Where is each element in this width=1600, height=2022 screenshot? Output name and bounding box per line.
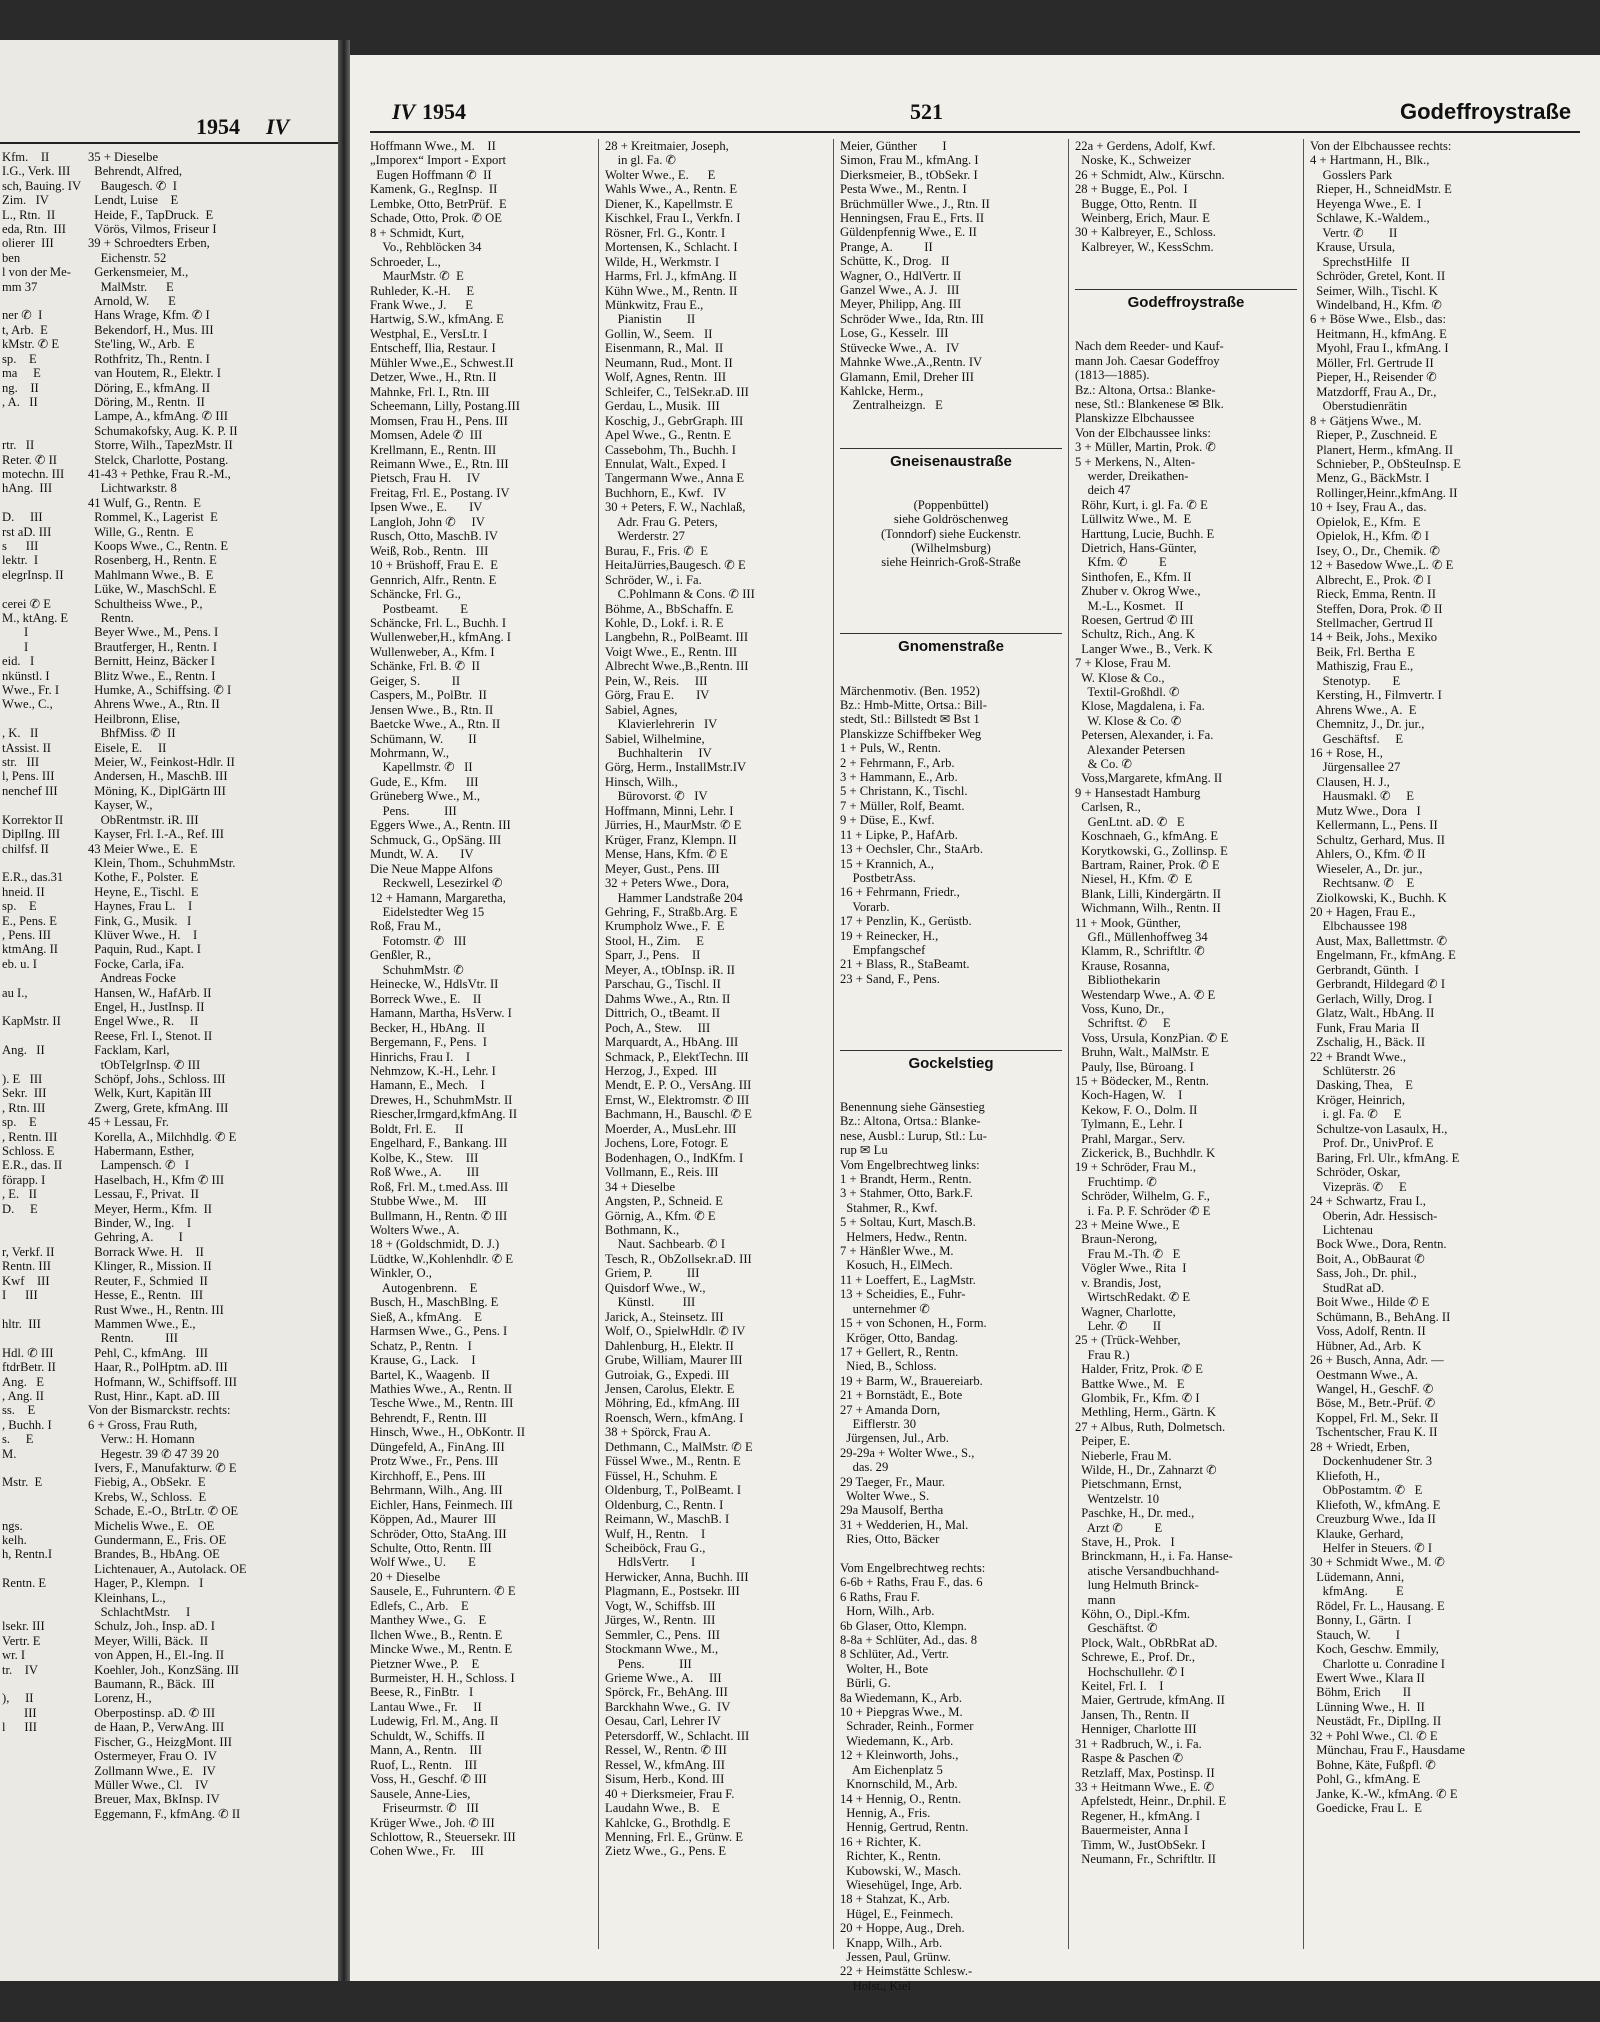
column-4-top: 22a + Gerdens, Adolf, Kwf. Noske, K., Schweizer 26 + Schmidt, Alw., Kürschn. 28 + Bugge, E., Pol. I Bugge, Otto, Rentn. II Weinberg, Erich, Maur. E 30 + Kalbreyer, E., Schloss. Kalbreyer, W., KessSchm. (1075, 139, 1225, 254)
column-2: 28 + Kreitmaier, Joseph, in gl. Fa. ✆ Wolter Wwe., E. E Wahls Wwe., A., Rentn. E Diener, K., Kapellmstr. E Kischkel, Frau I., Verkfn. I Rösner, Frl. G., Kontr. I Mortensen, K., Schlacht. I Wilde, H., Werkmstr. I Harms, Frl. J., kfmAng. II Kühn Wwe., M., Rentn. II Münkwitz, Frau E., Pianistin II Gollin, W., Seem. II Eisenmann, R., Mal. II Neumann, Rud., Mont. II Wolf, Agnes, Rentn. III Schleifer, C., TelSekr.aD. III Gerdau, L., Musik. III Koschig, J., GebrGraph. III Apel Wwe., G., Rentn. E Cassebohm, Th., Buchh. I Ennulat, Walt., Exped. I Tangermann Wwe., Anna E Buchhorn, E., Kwf. IV 30 + Peters, F. W., Nachlaß, Adr. Frau G. Peters, Werderstr. 27 Burau, F., Fris. ✆ E HeitaJürries,Baugesch. ✆ E Schröder, W., i. Fa. C.Pohlmann & Cons. ✆ III Böhme, A., BbSchaffn. E Kohle, D., Lokf. i. R. E Langbehn, R., PolBeamt. III Voigt Wwe., E., Rentn. III Albrecht Wwe.,B.,Rentn. III Pein, W., Reis. III Görg, Frau E. IV Sabiel, Agnes, Klavierlehrerin IV Sabiel, Wilhelmine, Buchhalterin IV Görg, Herm., InstallMstr.IV Hinsch, Wilh., Bürovorst. ✆ IV Hoffmann, Minni, Lehr. I Jürries, H., MaurMstr. ✆ E Krüger, Franz, Klempn. II Mense, Hans, Kfm. ✆ E Meyer, Gust., Pens. III 32 + Peters Wwe., Dora, Hammer Landstraße 204 Gehring, F., Straßb.Arg. E Krumpholz Wwe., F. E Stool, H., Zim. E Sparr, J., Pens. II Meyer, A., tObInsp. iR. II Parschau, G., Tischl. II Dahms Wwe., A., Rtn. II Dittrich, O., tBeamt. II Poch, A., Stew. III Marquardt, A., HbAng. III Schmack, P., ElektTechn. III Herzog, J., Exped. III Mendt, E. P. O., VersAng. III Ernst, W., Elektromstr. ✆ III Bachmann, H., Bauschl. ✆ E Moerder, A., MusLehr. III Jochens, Lore, Fotogr. E Bodenhagen, O., IndKfm. I Vollmann, E., Reis. III 34 + Dieselbe Angsten, P., Schneid. E Görnig, A., Kfm. ✆ E Bothmann, K., Naut. Sachbearb. ✆ I Tesch, R., ObZollsekr.aD. III Griem, P. III Quisdorf Wwe., W., Künstl. III Jarick, A., Steinsetz. III Wolf, O., SpielwHdlr. ✆ IV Dahlenburg, H., Elektr. II Grube, William, Maurer III Gutroiak, G., Expedi. III Jensen, Carolus, Elektr. E Möhring, Ed., kfmAng. III Roensch, Wern., kfmAng. I 38 + Spörck, Frau A. Dethmann, C., MalMstr. ✆ E Füssel Wwe., M., Rentn. E Füssel, H., Schuhm. E Oldenburg, T., PolBeamt. I Oldenburg, C., Rentn. I Reimann, W., MaschB. I Wulf, H., Rentn. I Scheiböck, Frau G., HdlsVertr. I Herwicker, Anna, Buchh. III Plagmann, E., Postsekr. III Vogt, W., Schiffsb. III Jürges, W., Rentn. III Semmler, C., Pens. III Stockmann Wwe., M., Pens. III Grieme Wwe., A. III Spörck, Fr., BehAng. III Barckhahn Wwe., G. IV Oesau, Carl, Lehrer IV Petersdorff, W., Schlacht. III Ressel, W., Rentn. ✆ III Ressel, W., kfmAng. III Sisum, Herb., Kond. III 40 + Dierksmeier, Frau F. Laudahn Wwe., B. E Kahlcke, G., Brothdlg. E Menning, Frl. E., Grünw. E Zietz Wwe., G., Pens. E (605, 139, 755, 1859)
left-page (0, 40, 338, 1981)
section-title-gnomenstrasse: Gnomenstraße (840, 633, 1062, 654)
section-title-gockelstieg: Gockelstieg (840, 1050, 1062, 1071)
section-body-gockelstieg: Benennung siehe Gänsestieg Bz.: Altona, Ortsa.: Blanke- nese, Ausbl.: Lurup, Stl.: Lu- rup ✉ Lu Vom Engelbrechtweg links: 1 + Brandt, Herm., Rentn. 3 + Stahmer, Otto, Bark.F. Stahmer, R., Kwf. 5 + Soltau, Kurt, Masch.B. Helmers, Hedw., Rentn. 7 + Hänßler Wwe., M. Kosuch, H., ElMech. 11 + Loeffert, E., LagMstr. 13 + Scheidies, E., Fuhr- unternehmer ✆ 15 + von Schonen, H., Form. Kröger, Otto, Bandag. 17 + Gellert, R., Rentn. Nied, B., Schloss. 19 + Barm, W., Brauereiarb. 21 + Bornstädt, E., Bote 27 + Amanda Dorn, Eifflerstr. 30 Jürgensen, Jul., Arb. 29-29a + Wolter Wwe., S., das. 29 29 Taeger, Fr., Maur. Wolter Wwe., S. 29a Mausolf, Bertha 31 + Wedderien, H., Mal. Ries, Otto, Bäcker Vom Engelbrechtweg rechts: 6-6b + Raths, Frau F., das. 6 6 Raths, Frau F. Horn, Wilh., Arb. 6b Glaser, Otto, Klempn. 8-8a + Schlüter, Ad., das. 8 8 Schlüter, Ad., Vertr. Wolter, H., Bote Bürli, G. 8a Wiedemann, K., Arb. 10 + Piepgras Wwe., M. Schrader, Reinh., Former Wiedemann, K., Arb. 12 + Kleinworth, Johs., Am Eichenplatz 5 Knornschild, M., Arb. 14 + Hennig, O., Rentn. Hennig, A., Fris. Hennig, Gertrud, Rentn. 16 + Richter, K. Richter, K., Rentn. Kubowski, W., Masch. Wiesehügel, Inge, Arb. 18 + Stahzat, K., Arb. Hügel, E., Feinmech. 20 + Hoppe, Aug., Dreh. Knapp, Wilh., Arb. Jessen, Paul, Grünw. 22 + Heimstätte Schlesw.- Holst., Kiel (840, 1100, 987, 1993)
left-header-part: IV (266, 114, 290, 139)
section-gockelstieg (840, 1021, 1062, 2022)
column-rule-2 (833, 139, 834, 1949)
section-body-godeffroystrasse: Nach dem Reeder- und Kauf- mann Joh. Caesar Godeffroy (1813—1885). Bz.: Altona, Ortsa.: Blanke- nese, Stl.: Blankenese ✉ Blk. Planskizze Elbchaussee Von der Elbchaussee links: 3 + Müller, Martin, Prok. ✆ 5 + Merkens, N., Alten- werder, Dreikathen- deich 47 Röhr, Kurt, i. gl. Fa. ✆ E Lüllwitz Wwe., M. E Harttung, Lucie, Buchh. E Dietrich, Hans-Günter, Kfm. ✆ E Sinthofen, E., Kfm. II Zhuber v. Okrog Wwe., M.-L., Kosmet. II Roesen, Gertrud ✆ III Schultz, Rich., Ang. K Langer Wwe., B., Verk. K 7 + Klose, Frau M. W. Klose & Co., Textil-Großhdl. ✆ Klose, Magdalena, i. Fa. W. Klose & Co. ✆ Petersen, Alexander, i. Fa. Alexander Petersen & Co. ✆ Voss,Margarete, kfmAng. II 9 + Hansestadt Hamburg Carlsen, R., GenLtnt. aD. ✆ E Koschnaeh, G., kfmAng. E Korytkowski, G., Zollinsp. E Bartram, Rainer, Prok. ✆ E Niesel, H., Kfm. ✆ E Blank, Lilli, Kindergärtn. II Wichmann, Wilh., Rentn. II 11 + Mook, Günther, Gfl., Müllenhoffweg 34 Klamm, R., Schriftltr. ✆ Krause, Rosanna, Bibliothekarin Westendarp Wwe., A. ✆ E Voss, Kuno, Dr., Schriftst. ✆ E Voss, Ursula, KonzPian. ✆ E Bruhn, Walt., MalMstr. E Pauly, Ilse, Büroang. I 15 + Bödecker, M., Rentn. Koch-Hagen, W. I Kekow, F. O., Dolm. II Tylmann, E., Lehr. I Prahl, Margar., Serv. Zickerick, B., Buchhdlr. K 19 + Schröder, Frau M., Fruchtimp. ✆ Schröder, Wilhelm, G. F., i. Fa. P. F. Schröder ✆ E 23 + Meine Wwe., E Braun-Nerong, Frau M.-Th. ✆ E Vögler Wwe., Rita I v. Brandis, Jost, WirtschRedakt. ✆ E Wagner, Charlotte, Lehr. ✆ II 25 + (Trück-Wehber, Frau R.) Halder, Fritz, Prok. ✆ E Battke Wwe., M. E Glombik, Fr., Kfm. ✆ I Methling, Herm., Gärtn. K 27 + Albus, Ruth, Dolmetsch. Peiper, E. Nieberle, Frau M. Wilde, H., Dr., Zahnarzt ✆ Pietschmann, Ernst, Wentzelstr. 10 Paschke, H., Dr. med., Arzt ✆ E Stave, H., Prok. I Brinckmann, H., i. Fa. Hanse- atische Versandbuchhand- lung Helmuth Brinck- mann Köhn, O., Dipl.-Kfm. Geschäftst. ✆ Plock, Walt., ObRbRat aD. Schrewe, E., Prof. Dr., Hochschullehr. ✆ I Keitel, Frl. I. I Maier, Gertrude, kfmAng. II Jansen, Th., Rentn. II Henniger, Charlotte III 31 + Radbruch, W., i. Fa. Raspe & Paschen ✆ Retzlaff, Max, Postinsp. II 33 + Heitmann Wwe., E. ✆ Apfelstedt, Heinr., Dr.phil. E Regener, H., kfmAng. I Bauermeister, Anna I Timm, W., JustObSekr. I Neumann, Fr., Schriftltr. II (1075, 339, 1233, 1866)
section-gneisenaustrasse (840, 419, 1062, 599)
section-body-gnomenstrasse: Märchenmotiv. (Ben. 1952) Bz.: Hmb-Mitte, Ortsa.: Bill- stedt, Stl.: Billstedt ✉ Bst 1 Planskizze Schiffbeker Weg 1 + Puls, W., Rentn. 2 + Fehrmann, F., Arb. 3 + Hammann, E., Arb. 5 + Christann, K., Tischl. 7 + Müller, Rolf, Beamt. 9 + Düse, E., Kwf. 11 + Lipke, P., HafArb. 13 + Oechsler, Chr., StaArb. 15 + Krannich, A., PostbetrAss. 16 + Fehrmann, Friedr., Vorarb. 17 + Penzlin, K., Gerüstb. 19 + Reinecker, H., Empfangschef 21 + Blass, R., StaBeamt. 23 + Sand, F., Pens. (840, 683, 987, 986)
column-rule-4 (1303, 139, 1304, 1949)
section-gnomenstrasse (840, 605, 1062, 1015)
section-godeffroystrasse (1075, 260, 1297, 1895)
column-rule-1 (598, 139, 599, 1949)
left-column-main: 35 + Dieselbe Behrendt, Alfred, Baugesch. ✆ I Lendt, Luise E Heide, F., TapDruck. E Vörös, Vilmos, Friseur I 39 + Schroedters Erben, Eichenstr. 52 Gerkensmeier, M., MalMstr. E Arnold, W. E Hans Wrage, Kfm. ✆ I Bekendorf, H., Mus. III Ste'ling, W., Arb. E Rothfritz, Th., Rentn. I van Houtem, R., Elektr. I Döring, E., kfmAng. II Döring, M., Rentn. II Lampe, A., kfmAng. ✆ III Schumakofsky, Aug. K. P. II Storre, Wilh., TapezMstr. II Stelck, Charlotte, Postang. 41-43 + Pethke, Frau R.-M., Lichtwarkstr. 8 41 Wulf, G., Rentn. E Rommel, K., Lagerist E Wille, G., Rentn. E Koops Wwe., C., Rentn. E Rosenberg, H., Rentn. E Mahlmann Wwe., B. E Lüke, W., MaschSchl. E Schultheiss Wwe., P., Rentn. Beyer Wwe., M., Pens. I Brautferger, H., Rentn. I Bernitt, Heinz, Bäcker I Blitz Wwe., E., Rentn. I Humke, A., Schiffsing. ✆ I Ahrens Wwe., A., Rtn. II Heilbronn, Elise, BhfMiss. ✆ II Eisele, E. II Meier, W., Feinkost-Hdlr. II Andersen, H., MaschB. III Möning, K., DiplGärtn III Kayser, W., ObRentmstr. iR. III Kayser, Frl. I.-A., Ref. III 43 Meier Wwe., E. E Klein, Thom., SchuhmMstr. Kothe, F., Polster. E Heyne, E., Tischl. E Haynes, Frau L. I Fink, G., Musik. I Klüver Wwe., H. I Paquin, Rud., Kapt. I Focke, Carla, iFa. Andreas Focke Hansen, W., HafArb. II Engel, H., JustInsp. II Engel Wwe., R. II Reese, Frl. I., Stenot. II Facklam, Karl, tObTelgrInsp. ✆ III Schöpf, Johs., Schloss. III Welk, Kurt, Kapitän III Zwerg, Grete, kfmAng. III 45 + Lessau, Fr. Korella, A., Milchhdlg. ✆ E Habermann, Esther, Lampensch. ✆ I Haselbach, H., Kfm ✆ III Lessau, F., Privat. II Meyer, Herm., Kfm. II Binder, W., Ing. I Gehring, A. I Borrack Wwe. H. II Klinger, R., Mission. II Reuter, F., Schmied II Hesse, E., Rentn. III Rust Wwe., H., Rentn. III Mammen Wwe., E., Rentn. III Pehl, C., kfmAng. III Haar, R., PolHptm. aD. III Hofmann, W., Schiffsoff. III Rust, Hinr., Kapt. aD. III Von der Bismarckstr. rechts: 6 + Gross, Frau Ruth, Verw.: H. Homann Hegestr. 39 ✆ 47 39 20 Ivers, F., Manufakturw. ✆ E Fiebig, A., ObSekr. E Krebs, W., Schloss. E Schade, E.-O., BtrLtr. ✆ OE Michelis Wwe., E. OE Gundermann, E., Fris. OE Brandes, B., HbAng. OE Lichtenauer, A., Autolack. OE Hager, P., Klempn. I Kleinhans, L., SchlachtMstr. I Schulz, Joh., Insp. aD. I Meyer, Willi, Bäck. II von Appen, H., El.-Ing. II Koehler, Joh., KonzSäng. III Baumann, R., Bäck. III Lorenz, H., Oberpostinsp. aD. ✆ III de Haan, P., VerwAng. III Fischer, G., HeizgMont. III Ostermeyer, Frau O. IV Zollmann Wwe., E. IV Müller Wwe., Cl. IV Breuer, Max, BkInsp. IV Eggemann, F., kfmAng. ✆ II (88, 150, 247, 1821)
column-5: Von der Elbchaussee rechts: 4 + Hartmann, H., Blk., Gosslers Park Rieper, H., SchneidMstr. E Heyenga Wwe., E. I Schlawe, K.-Waldem., Vertr. ✆ II Krause, Ursula, SprechstHilfe II Schröder, Gretel, Kont. II Seimer, Wilh., Tischl. K Windelband, H., Kfm. ✆ 6 + Böse Wwe., Elsb., das: Heitmann, H., kfmAng. E Myohl, Frau I., kfmAng. I Möller, Frl. Gertrude II Pieper, H., Reisender ✆ Matzdorff, Frau A., Dr., Oberstudienrätin 8 + Gätjens Wwe., M. Rieper, P., Zuschneid. E Planert, Herm., kfmAng. II Schnieber, P., ObSteuInsp. E Menz, G., BäckMstr. I Rollinger,Heinr.,kfmAng. II 10 + Isey, Frau A., das. Opielok, E., Kfm. E Opielok, H., Kfm. ✆ I Isey, O., Dr., Chemik. ✆ 12 + Basedow Wwe.,L. ✆ E Albrecht, E., Prok. ✆ I Rieck, Emma, Rentn. II Steffen, Dora, Prok. ✆ II Stellmacher, Gertrud II 14 + Beik, Johs., Mexiko Beik, Frl. Bertha E Mathiszig, Frau E., Stenotyp. E Kersting, H., Filmvertr. I Ahrens Wwe., A. E Chemnitz, J., Dr. jur., Geschäftsf. E 16 + Rose, H., Jürgensallee 27 Clausen, H. J., Hausmakl. ✆ E Mutz Wwe., Dora I Kellermann, L., Pens. II Schultz, Gerhard, Mus. II Ahlers, O., Kfm. ✆ II Wieseler, A., Dr. jur., Rechtsanw. ✆ E Ziolkowski, K., Buchh. K 20 + Hagen, Frau E., Elbchaussee 198 Aust, Max, Ballettmstr. ✆ Engelmann, Fr., kfmAng. E Gerbrandt, Günth. I Gerbrandt, Hildegard ✆ I Gerlach, Willy, Drog. I Glatz, Walt., HbAng. II Funk, Frau Maria II Zschalig, H., Bäck. II 22 + Brandt Wwe., Schlüterstr. 26 Dasking, Thea, E Kröger, Heinrich, i. gl. Fa. ✆ E Schultze-von Lasaulx, H., Prof. Dr., UnivProf. E Baring, Frl. Ulr., kfmAng. E Schröder, Oskar, Vizepräs. ✆ E 24 + Schwartz, Frau I., Oberin, Adr. Hessisch- Lichtenau Bock Wwe., Dora, Rentn. Boit, A., ObBaurat ✆ Sass, Joh., Dr. phil., StudRat aD. Boit Wwe., Hilde ✆ E Schümann, B., BehAng. II Voss, Adolf, Rentn. II Hübner, Ad., Arb. K 26 + Busch, Anna, Adr. — Oestmann Wwe., A. Wangel, H., GeschF. ✆ Böse, M., Betr.-Prüf. ✆ Koppel, Frl. M., Sekr. II Tschentscher, Frau K. II 28 + Wriedt, Erben, Dockenhudener Str. 3 Kliefoth, H., ObPostamtm. ✆ E Kliefoth, W., kfmAng. E Creuzburg Wwe., Ida II Klauke, Gerhard, Helfer in Steuers. ✆ I 30 + Schmidt Wwe., M. ✆ Lüdemann, Anni, kfmAng. E Rödel, Fr. L., Hausang. E Bonny, I., Gärtn. I Stauch, W. I Koch, Geschw. Emmily, Charlotte u. Conradine I Ewert Wwe., Klara II Böhm, Erich II Lünning Wwe., H. II Neustädt, Fr., DiplIng. II 32 + Pohl Wwe., Cl. ✆ E Münchau, Frau F., Hausdame Bohne, Käte, Fußpfl. ✆ Pohl, G., kfmAng. E Janke, K.-W., kfmAng. ✆ E Goedicke, Frau L. E (1310, 139, 1465, 1816)
right-header-part: IV (392, 99, 416, 124)
column-rule-3 (1068, 139, 1069, 1949)
left-column-fragment: Kfm. II I.G., Verk. III sch, Bauing. IV Zim. IV L., Rtn. II eda, Rtn. III olierer III ben l von der Me- mm 37 ner ✆ I t, Arb. E kMstr. ✆ E sp. E ma E ng. II , A. II rtr. II Reter. ✆ II motechn. III hAng. III D. III rst aD. III s III lektr. I elegrInsp. II cerei ✆ E M., ktAng. E I I eid. I nkünstl. I Wwe., Fr. I Wwe., C., , K. II tAssist. II str. III l, Pens. III nenchef III Korrektor II DiplIng. III chilfsf. II E.R., das.31 hneid. II sp. E E., Pens. E , Pens. III ktmAng. II eb. u. I au I., KapMstr. II Ang. II ). E III Sekr. III , Rtn. III sp. E , Rentn. III Schloss. E E.R., das. II förapp. I , E. II D. E r, Verkf. II Rentn. III Kwf III I III hltr. III Hdl. ✆ III ftdrBetr. II Ang. E , Ang. II ss. E , Buchh. I s. E M. Mstr. E ngs. kelh. h, Rentn.I Rentn. E lsekr. III Vertr. E wr. I tr. IV ), II III l III (2, 150, 82, 1735)
right-page (350, 55, 1600, 1993)
section-title-gneisenaustrasse: Gneisenaustraße (840, 448, 1062, 469)
section-title-godeffroystrasse: Godeffroystraße (1075, 289, 1297, 310)
left-header-year: 1954 (196, 114, 240, 139)
column-3 (840, 139, 1062, 1993)
book-gutter (338, 40, 350, 1981)
page-number: 521 (910, 99, 943, 124)
column-3-top: Meier, Günther I Simon, Frau M., kfmAng. I Dierksmeier, B., tObSekr. I Pesta Wwe., M., Rentn. I Brüchmüller Wwe., J., Rtn. II Henningsen, Frau E., Frts. II Güldenpfennig Wwe., E. II Prange, A. II Schütte, K., Drog. II Wagner, O., HdlVertr. II Ganzel Wwe., A. J. III Meyer, Philipp, Ang. III Schröder Wwe., Ida, Rtn. III Lose, G., Kesselr. III Stüvecke Wwe., A. IV Mahnke Wwe.,A.,Rentn. IV Glamann, Emil, Dreher III Kahlcke, Herm., Zentralheizgn. E (840, 139, 990, 413)
running-head: Godeffroystraße (1400, 99, 1572, 124)
column-1: Hoffmann Wwe., M. II „Imporex“ Import - Export Eugen Hoffmann ✆ II Kamenk, G., RegInsp. II Lembke, Otto, BetrPrüf. E Schade, Otto, Prok. ✆ OE 8 + Schmidt, Kurt, Vo., Rehblöcken 34 Schroeder, L., MaurMstr. ✆ E Ruhleder, K.-H. E Frank Wwe., J. E Hartwig, S.W., kfmAng. E Westphal, E., VersLtr. I Entscheff, Ilia, Restaur. I Mühler Wwe.,E., Schwest.II Detzer, Wwe., H., Rtn. II Mahnke, Frl. I., Rtn. III Scheemann, Lilly, Postang.III Momsen, Frau H., Pens. III Momsen, Adele ✆ III Krellmann, E., Rentn. III Reimann Wwe., E., Rtn. III Pietsch, Frau H. IV Freitag, Frl. E., Postang. IV Ipsen Wwe., E. IV Langloh, John ✆ IV Rusch, Otto, MaschB. IV Weiß, Rob., Rentn. III 10 + Brüshoff, Frau E. E Gennrich, Alfr., Rentn. E Schäncke, Frl. G., Postbeamt. E Schäncke, Frl. L., Buchh. I Wullenweber,H., kfmAng. I Wullenweber, A., Kfm. I Schänke, Frl. B. ✆ II Geiger, S. II Caspers, M., PolBtr. II Jensen Wwe., B., Rtn. II Baetcke Wwe., A., Rtn. II Schümann, W. II Mohrmann, W., Kapellmstr. ✆ II Gude, E., Kfm. III Grüneberg Wwe., M., Pens. III Eggers Wwe., A., Rentn. III Schmuck, G., OpSäng. III Mundt, W. A. IV Die Neue Mappe Alfons Reckwell, Lesezirkel ✆ 12 + Hamann, Margaretha, Eidelstedter Weg 15 Roß, Frau M., Fotomstr. ✆ III Genßler, R., SchuhmMstr. ✆ Heinecke, W., HdlsVtr. II Borreck Wwe., E. II Hamann, Martha, HsVerw. I Becker, H., HbAng. II Bergemann, F., Pens. I Hinrichs, Frau I. I Nehmzow, K.-H., Lehr. I Hamann, E., Mech. I Drewes, H., SchuhmMstr. II Riescher,Irmgard,kfmAng. II Boldt, Frl. E. II Engelhard, F., Bankang. III Kolbe, K., Stew. III Roß Wwe., A. III Roß, Frl. M., t.med.Ass. III Stubbe Wwe., M. III Bullmann, H., Rentn. ✆ III Wolters Wwe., A. 18 + (Goldschmidt, D. J.) Lüdtke, W.,Kohlenhdlr. ✆ E Winkler, O., Autogenbrenn. E Busch, H., MaschBlng. E Sieß, A., kfmAng. E Harmsen Wwe., G., Pens. I Schatz, P., Rentn. I Krause, G., Lack. I Bartel, K., Waagenb. II Mathies Wwe., A., Rentn. II Tesche Wwe., M., Rentn. III Behrendt, F., Rentn. III Hinsch, Wwe., H., ObKontr. II Düngefeld, A., FinAng. III Protz Wwe., Fr., Pens. III Kirchhoff, E., Pens. III Behrmann, Wilh., Ang. III Eichler, Hans, Feinmech. III Köppen, Ad., Maurer III Schröder, Otto, StaAng. III Schulte, Otto, Rentn. III Wolf Wwe., U. E 20 + Dieselbe Sausele, E., Fuhruntern. ✆ E Edlefs, C., Arb. E Manthey Wwe., G. E Ilchen Wwe., B., Rentn. E Mincke Wwe., M., Rentn. E Pietzner Wwe., P. E Burmeister, H. H., Schloss. I Beese, R., FinBtr. I Lantau Wwe., Fr. II Ludewig, Frl. M., Ang. II Schuldt, W., Schiffs. II Mann, A., Rentn. III Ruof, L., Rentn. III Voss, H., Geschf. ✆ III Sausele, Anne-Lies, Friseurmstr. ✆ III Krüger Wwe., Joh. ✆ III Schlottow, R., Steuersekr. III Cohen Wwe., Fr. III (370, 139, 526, 1859)
right-page-header (370, 99, 1580, 133)
right-header-year: 1954 (422, 99, 466, 124)
section-body-gneisenaustrasse: (Poppenbüttel) siehe Goldröschenweg (Tonndorf) siehe Euckenstr. (Wilhelmsburg) siehe Heinrich-Groß-Straße (880, 497, 1022, 570)
left-page-header (0, 112, 338, 144)
column-4 (1075, 139, 1297, 1959)
